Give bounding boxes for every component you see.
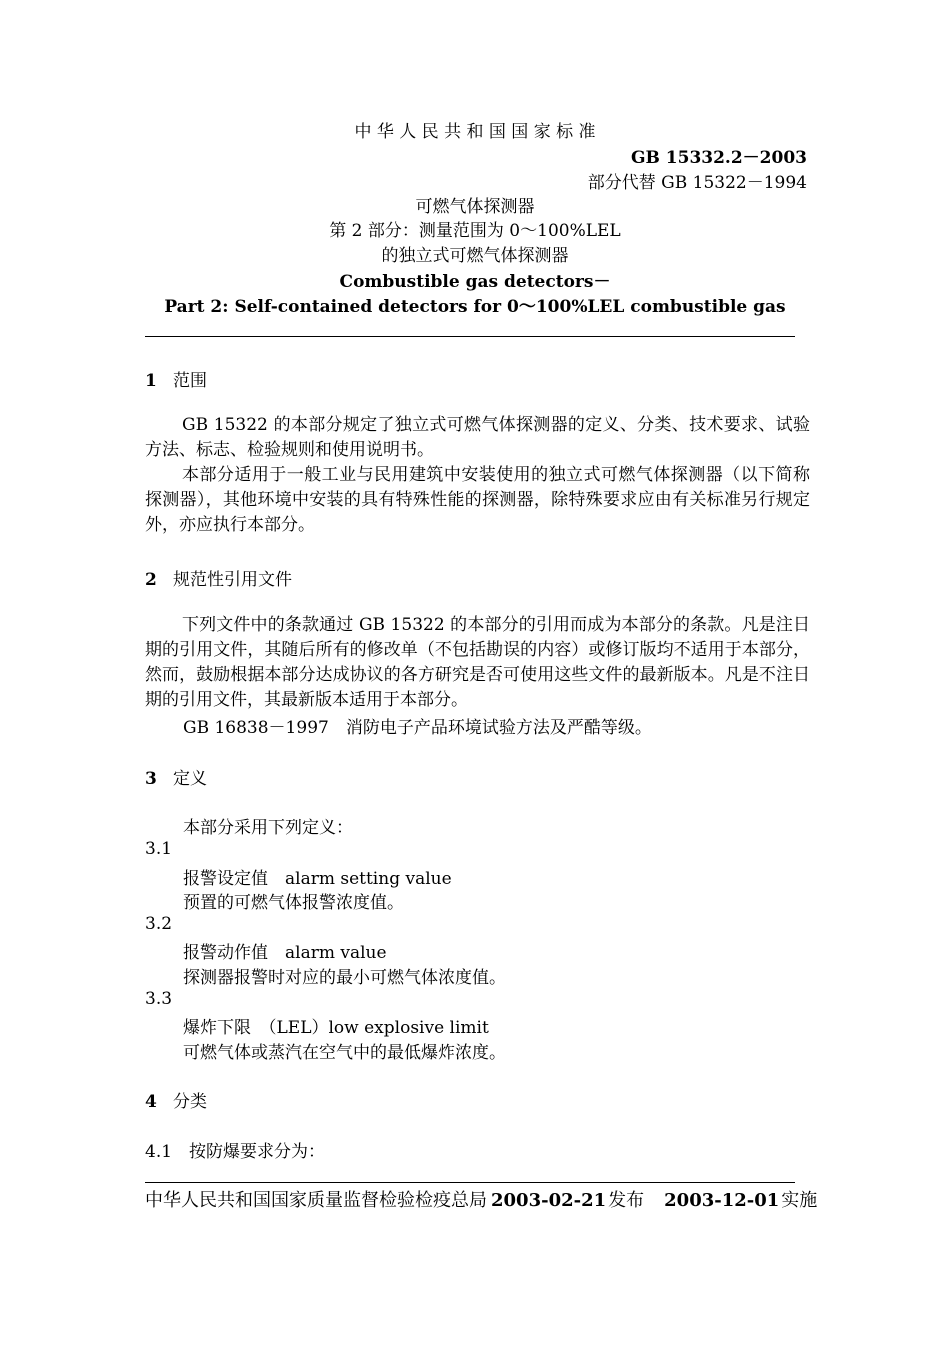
definition-3-1-text: 预置的可燃气体报警浓度值。: [183, 893, 404, 913]
section-number: 3: [145, 769, 157, 789]
title-line-3: 的独立式可燃气体探测器: [381, 246, 569, 266]
title-line-1: 可燃气体探测器: [415, 197, 535, 217]
definition-3-2-text: 探测器报警时对应的最小可燃气体浓度值。: [183, 968, 506, 988]
replaces-note: 部分代替 GB 15322－1994: [587, 173, 807, 193]
footer-org: 中华人民共和国国家质量监督检验检疫总局: [145, 1190, 487, 1211]
section-1-paragraph-1: GB 15322 的本部分规定了独立式可燃气体探测器的定义、分类、技术要求、试验方法、标志、检验规则和使用说明书。: [145, 415, 810, 460]
section-number: 1: [145, 371, 157, 391]
standard-code: GB 15332.2－2003: [630, 148, 807, 168]
definition-3-3-number: 3.3: [145, 989, 173, 1009]
definition-3-3-text: 可燃气体或蒸汽在空气中的最低爆炸浓度。: [183, 1043, 506, 1063]
footer-issue-date: 2003-02-21: [491, 1190, 607, 1211]
title-en-1: Combustible gas detectors－: [339, 272, 611, 292]
section-title: 分类: [173, 1092, 207, 1112]
definition-3-2-number: 3.2: [145, 914, 173, 934]
definition-3-3-term: 爆炸下限 （LEL）low explosive limit: [183, 1018, 489, 1038]
section-1-heading: [145, 366, 207, 391]
footer-impl-date: 2003-12-01: [664, 1190, 780, 1211]
section-number: 4: [145, 1092, 157, 1112]
section-title: 规范性引用文件: [173, 570, 292, 590]
footer-impl-label: 实施: [781, 1190, 818, 1211]
section-3-heading: [145, 764, 207, 789]
section-number: 2: [145, 570, 157, 590]
definition-3-1-number: 3.1: [145, 839, 173, 859]
section-2-heading: [145, 565, 292, 590]
section-4-heading: [145, 1087, 207, 1112]
footer: [145, 1186, 817, 1212]
section-title: 定义: [173, 769, 207, 789]
title-line-2: 第 2 部分：测量范围为 0～100%LEL: [329, 221, 621, 241]
definitions-intro: 本部分采用下列定义：: [183, 818, 353, 838]
section-1-paragraph-2: 本部分适用于一般工业与民用建筑中安装使用的独立式可燃气体探测器（以下简称探测器），其他环境中安装的具有特殊性能的探测器，除特殊要求应由有关标准另行规定外，亦应执行本部分。: [145, 465, 810, 535]
definition-3-1-term: 报警设定值 alarm setting value: [183, 869, 452, 889]
national-standard-heading: 中 华 人 民 共 和 国 国 家 标 准: [354, 122, 596, 142]
title-divider: [145, 336, 795, 337]
definition-3-2-term: 报警动作值 alarm value: [183, 943, 387, 963]
section-2-reference: GB 16838－1997 消防电子产品环境试验方法及严酷等级。: [183, 718, 652, 738]
title-en-2: Part 2: Self-contained detectors for 0～100%LEL combustible gas: [164, 297, 786, 317]
footer-divider: [145, 1182, 795, 1183]
section-title: 范围: [173, 371, 207, 391]
section-2-paragraph-1: 下列文件中的条款通过 GB 15322 的本部分的引用而成为本部分的条款。凡是注日期的引用文件，其随后所有的修改单（不包括勘误的内容）或修订版均不适用于本部分，然而，鼓励根据本部分达成协议的各方研究是否可使用这些文件的最新版本。凡是不注日期的引用文件，其最新版本适用于本部分。: [145, 615, 810, 710]
footer-issue-label: 发布: [608, 1190, 645, 1211]
subsection-4-1: 4.1 按防爆要求分为：: [145, 1142, 326, 1162]
